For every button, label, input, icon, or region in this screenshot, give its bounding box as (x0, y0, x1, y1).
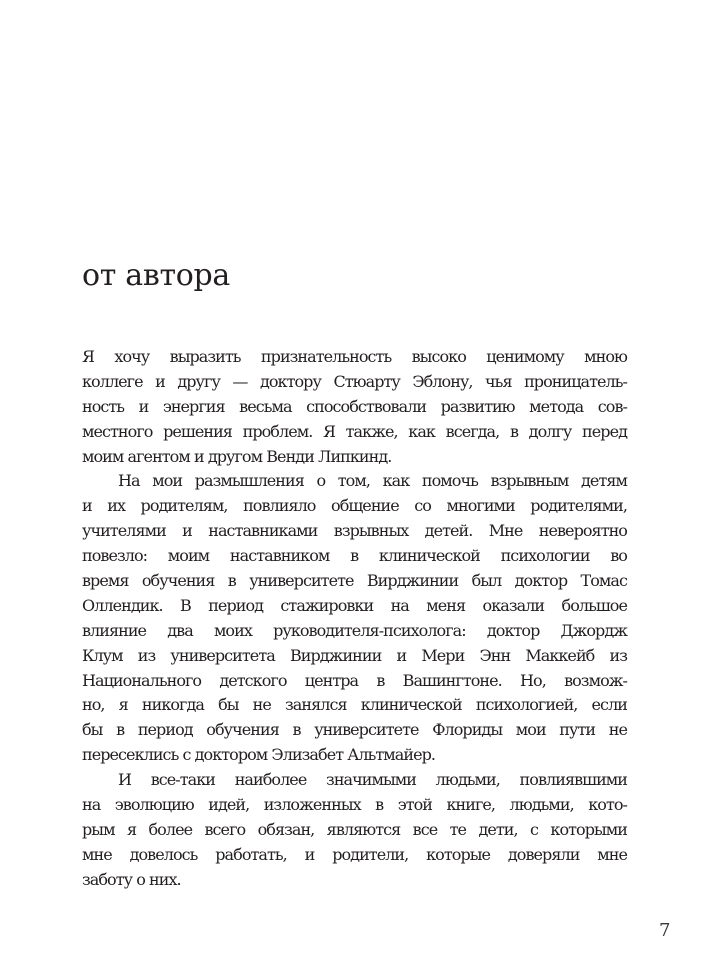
text-line: на эволюцию идей, изложенных в этой книге, людьми, кото- (82, 795, 627, 815)
text-line: повезло: моим наставником в клинической психологии во (82, 546, 627, 566)
text-line: пересеклись с доктором Элизабет Альтмайер. (82, 745, 436, 765)
paragraph (82, 345, 627, 469)
text-line: ность и энергия весьма способствовали развитию метода сов- (82, 396, 627, 416)
text-line: влияние два моих руководителя-психолога: доктор Джордж (82, 620, 627, 640)
text-line: моим агентом и другом Венди Липкинд. (82, 446, 392, 466)
text-line: мне довелось работать, и родители, которые доверяли мне (82, 844, 627, 864)
paragraph (82, 768, 627, 892)
text-line: заботу о них. (82, 869, 181, 889)
text-line: и их родителям, повлияло общение со многими родителями, (82, 496, 627, 516)
text-line: коллеге и другу — доктору Стюарту Эблону, чья проницатель- (82, 371, 627, 391)
text-line: учителями и наставниками взрывных детей. Мне невероятно (82, 521, 627, 541)
paragraph (82, 469, 627, 768)
text-line: Национального детского центра в Вашингтоне. Но, возмож- (82, 670, 627, 690)
text-line: Я хочу выразить признательность высоко ценимому мною (82, 347, 627, 366)
text-line: время обучения в университете Вирджинии был доктор Томас (82, 571, 627, 591)
text-line: Клум из университета Вирджинии и Мери Энн Маккейб из (82, 645, 627, 665)
text-line: На мои размышления о том, как помочь взрывным детям (118, 471, 627, 491)
text-line: местного решения проблем. Я также, как всегда, в долгу перед (82, 421, 627, 441)
text-line: И все-таки наиболее значимыми людьми, повлиявшими (118, 770, 627, 790)
text-line: бы в период обучения в университете Флориды мои пути не (82, 720, 627, 740)
page-number: 7 (659, 920, 671, 941)
text-line: Оллендик. В период стажировки на меня оказали большое (82, 595, 627, 615)
text-line: рым я более всего обязан, являются все те дети, с которыми (82, 819, 627, 839)
body-text (82, 345, 627, 893)
page-title: от автора (82, 258, 231, 293)
text-line: но, я никогда бы не занялся клинической психологией, если (82, 695, 627, 715)
